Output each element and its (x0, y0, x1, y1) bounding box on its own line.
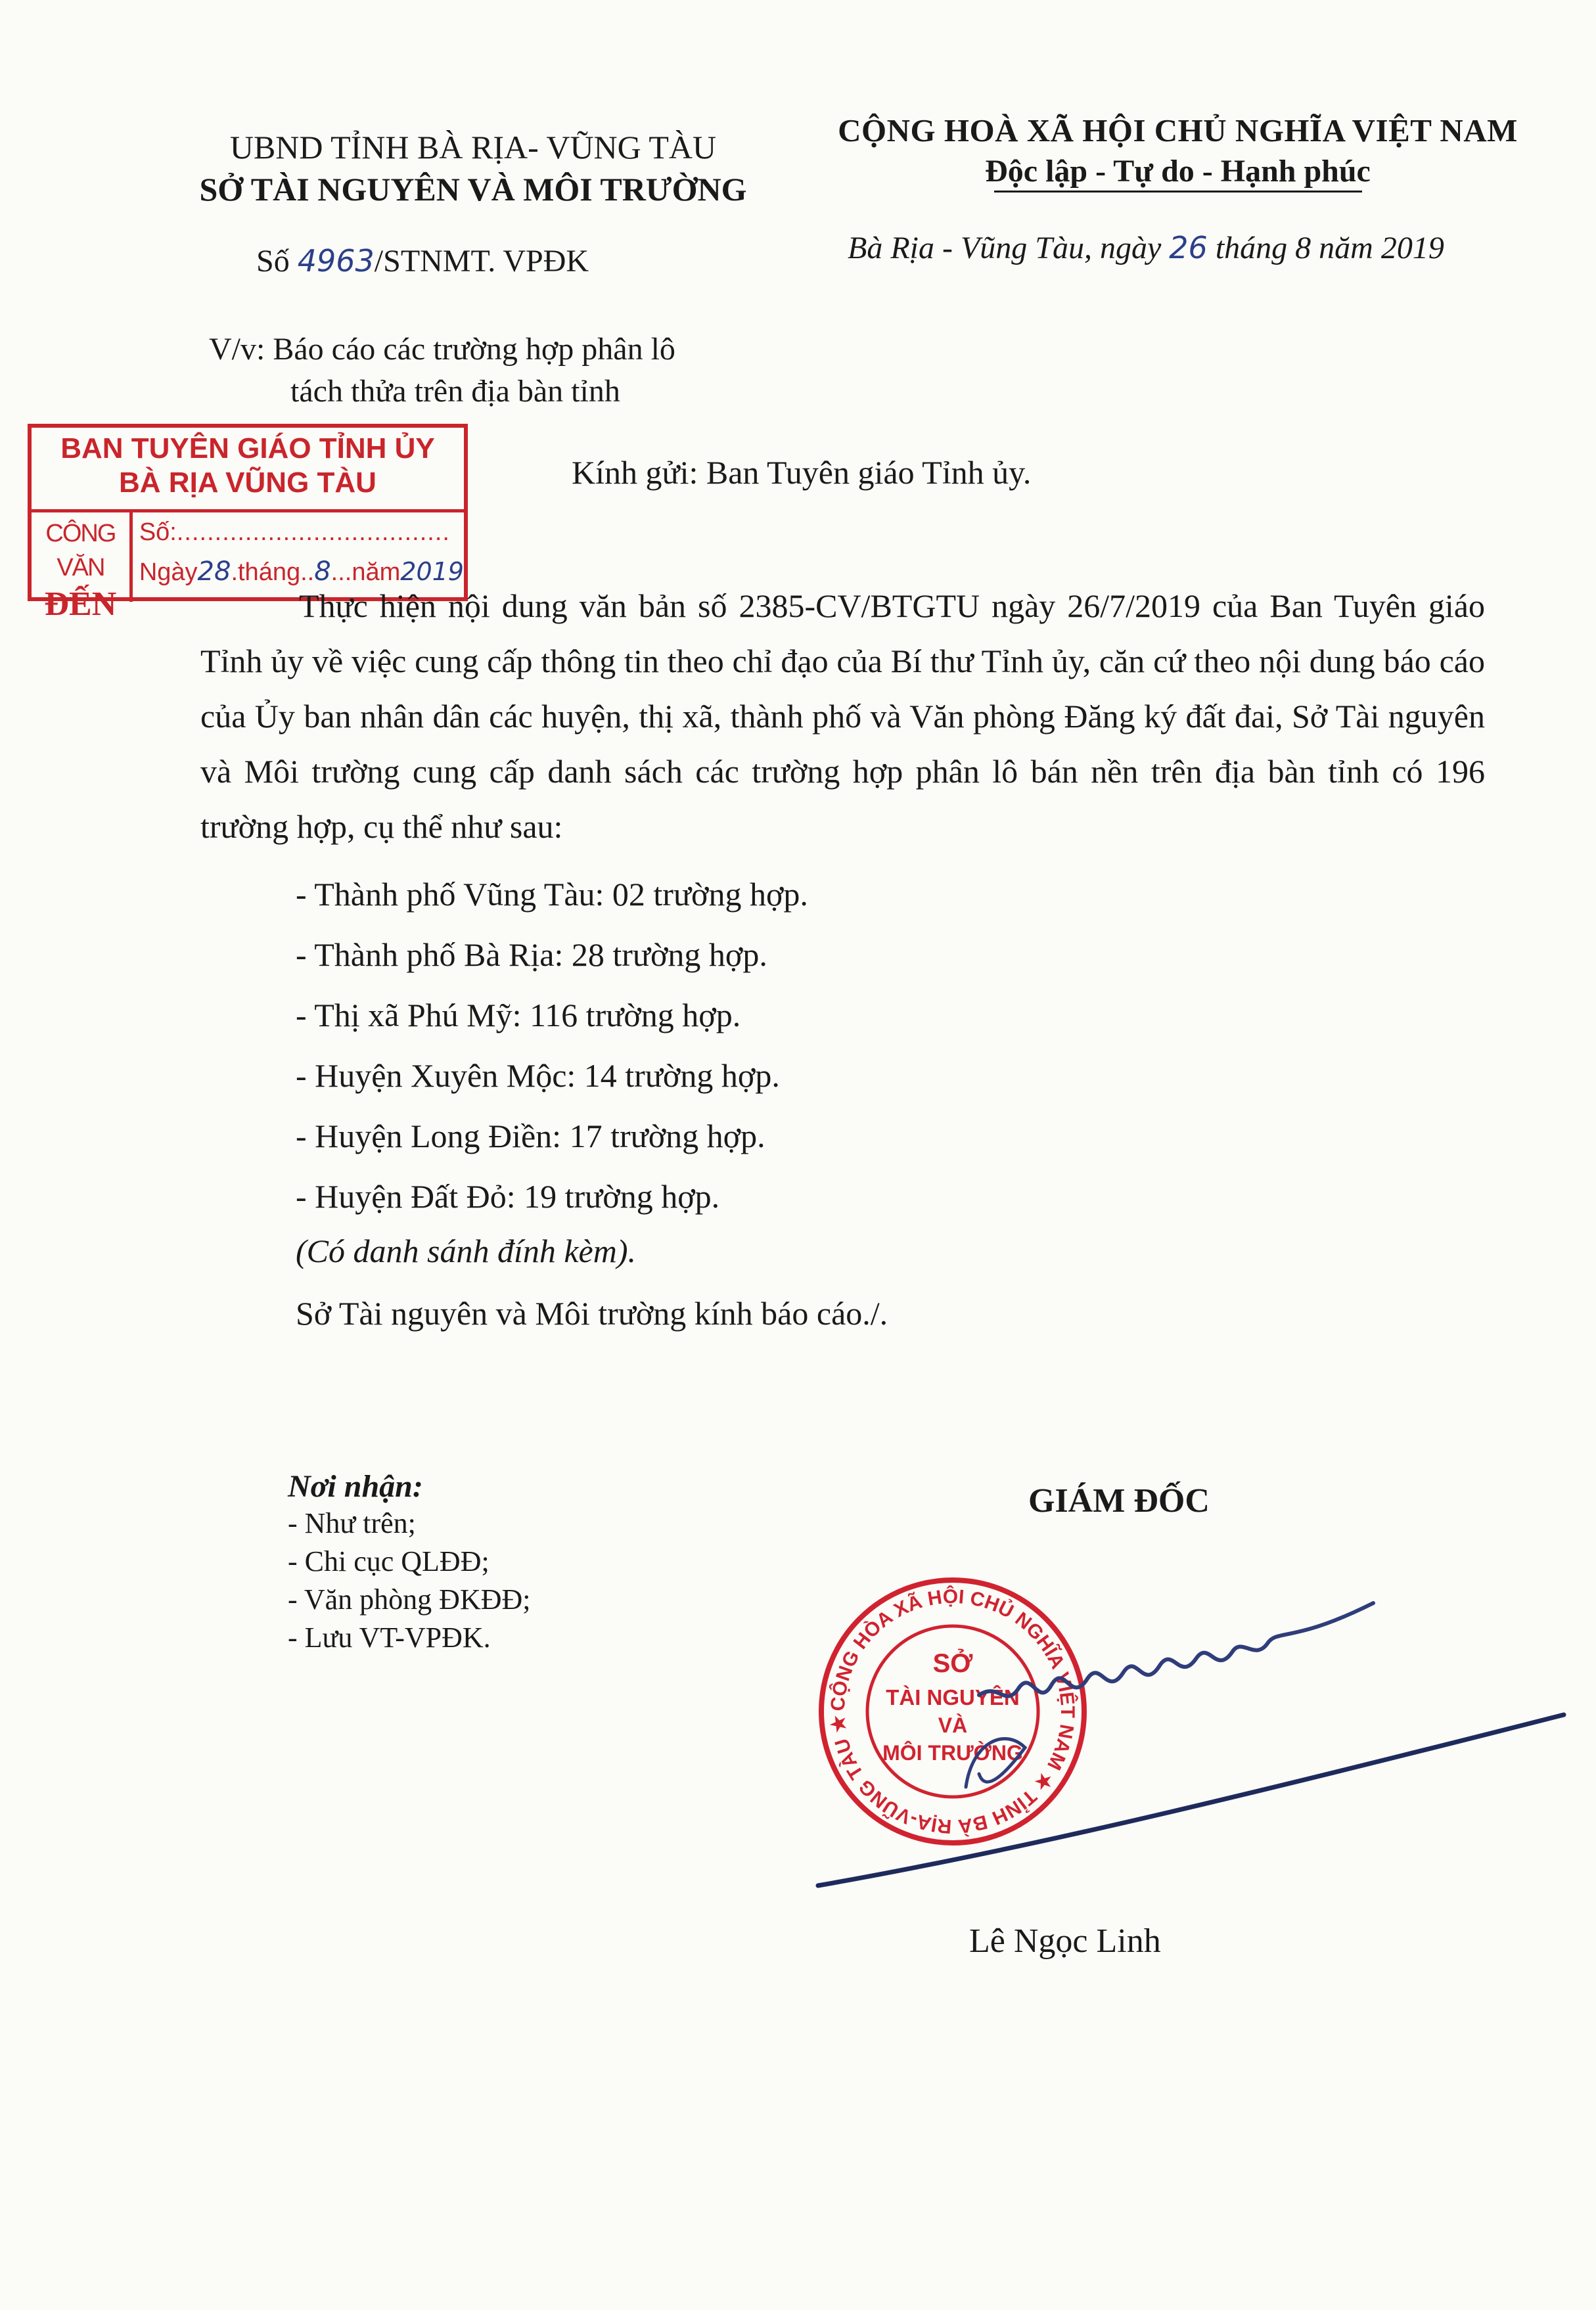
stamp-so-label: Số: (139, 518, 177, 546)
body-paragraph (200, 578, 1485, 854)
seal-line-1: SỞ (932, 1649, 973, 1678)
stamp-line-2: BÀ RỊA VŨNG TÀU (119, 466, 376, 499)
stamp-thang-value: 8 (314, 556, 331, 587)
addressee: Kính gửi: Ban Tuyên giáo Tỉnh ủy. (572, 454, 1032, 491)
body-text: Thực hiện nội dung văn bản số 2385-CV/BTGTU ngày 26/7/2019 của Ban Tuyên giáo Tỉnh ủy về việc cung cấp thông tin theo chỉ đạo của Bí thư Tỉnh ủy, căn cứ theo nội dung báo cáo của Ủy ban nhân dân các huyện, thị xã, thành phố và Văn phòng Đăng ký đất đai, Sở Tài nguyên và Môi trường cung cấp danh sách các trường hợp phân lô bán nền trên địa bàn tỉnh có 196 trường hợp, cụ thể như sau: (200, 587, 1485, 845)
list-item: - Chi cục QLĐĐ; (288, 1545, 490, 1577)
motto-underline (994, 191, 1362, 192)
list-item: - Huyện Xuyên Mộc: 14 trường hợp. (296, 1057, 780, 1094)
doc-number-prefix: Số (256, 244, 298, 279)
stamp-line-1: BAN TUYÊN GIÁO TỈNH ỦY (60, 432, 435, 464)
recipients-block (288, 1468, 531, 1657)
list-item: - Huyện Long Điền: 17 trường hợp. (296, 1118, 765, 1154)
stamp-cong-van: CÔNG VĂN (45, 520, 116, 581)
stamp-thang-label: tháng (238, 558, 301, 586)
signer-name: Lê Ngọc Linh (969, 1922, 1161, 1960)
seal-outer-text: CỘNG HÒA XÃ HỘI CHỦ NGHĨA VIỆT NAM ★ TỈNH BÀ RỊA-VŨNG TÀU ★ (827, 1585, 1079, 1838)
doc-number-handwritten: 4963 (297, 243, 375, 279)
list-item: - Thành phố Vũng Tàu: 02 trường hợp. (296, 876, 808, 913)
closing-statement: Sở Tài nguyên và Môi trường kính báo cáo./. (296, 1295, 888, 1332)
org-name: SỞ TÀI NGUYÊN VÀ MÔI TRƯỜNG (199, 171, 747, 208)
subject-line-2: tách thửa trên địa bàn tỉnh (290, 374, 620, 409)
list-item: - Lưu VT-VPĐK. (288, 1621, 491, 1654)
list-item: - Thành phố Bà Rịa: 28 trường hợp. (296, 936, 767, 973)
stamp-nam-value: 2019 (400, 557, 464, 586)
list-item: - Văn phòng ĐKĐĐ; (288, 1583, 531, 1616)
place-date-prefix: Bà Rịa - Vũng Tàu, ngày (848, 231, 1170, 265)
stamp-den: ĐẾN (44, 585, 117, 623)
issuing-organization (145, 128, 802, 208)
doc-number-suffix: /STNMT. VPĐK (374, 244, 589, 279)
seal-line-4: MÔI TRƯỜNG (882, 1741, 1023, 1765)
stamp-so-field: Số:.................................... (139, 518, 450, 546)
attachment-note: (Có danh sánh đính kèm). (296, 1233, 636, 1269)
national-header (811, 112, 1544, 192)
stamp-label-box (32, 512, 133, 623)
stamp-header (32, 432, 464, 512)
incoming-document-stamp (28, 424, 468, 623)
document-number (256, 243, 589, 279)
case-list (296, 864, 808, 1227)
place-date-suffix: tháng 8 năm 2019 (1207, 231, 1444, 265)
place-and-date (848, 230, 1444, 266)
list-item: - Huyện Đất Đỏ: 19 trường hợp. (296, 1178, 720, 1215)
list-item: - Thị xã Phú Mỹ: 116 trường hợp. (296, 997, 741, 1033)
seal-line-2: TÀI NGUYÊN (886, 1685, 1020, 1710)
stamp-date-field: Ngày28.tháng..8...năm2019 (139, 556, 464, 587)
handwritten-signature (808, 1577, 1584, 1918)
place-date-day: 26 (1169, 230, 1208, 265)
stamp-ngay-value: 28 (197, 556, 231, 587)
list-item: - Như trên; (288, 1507, 416, 1539)
subject-line-1: V/v: Báo cáo các trường hợp phân lô (209, 332, 675, 367)
stamp-nam-label: năm (352, 558, 401, 586)
national-motto: Độc lập - Tự do - Hạnh phúc (985, 154, 1371, 189)
nation-name: CỘNG HOÀ XÃ HỘI CHỦ NGHĨA VIỆT NAM (838, 112, 1518, 148)
org-parent: UBND TỈNH BÀ RỊA- VŨNG TÀU (229, 129, 717, 166)
signer-title: GIÁM ĐỐC (1028, 1482, 1210, 1520)
seal-line-3: VÀ (938, 1713, 968, 1737)
stamp-ngay-label: Ngày (139, 558, 198, 586)
recipients-title: Nơi nhận: (288, 1469, 423, 1504)
document-subject (209, 328, 675, 413)
